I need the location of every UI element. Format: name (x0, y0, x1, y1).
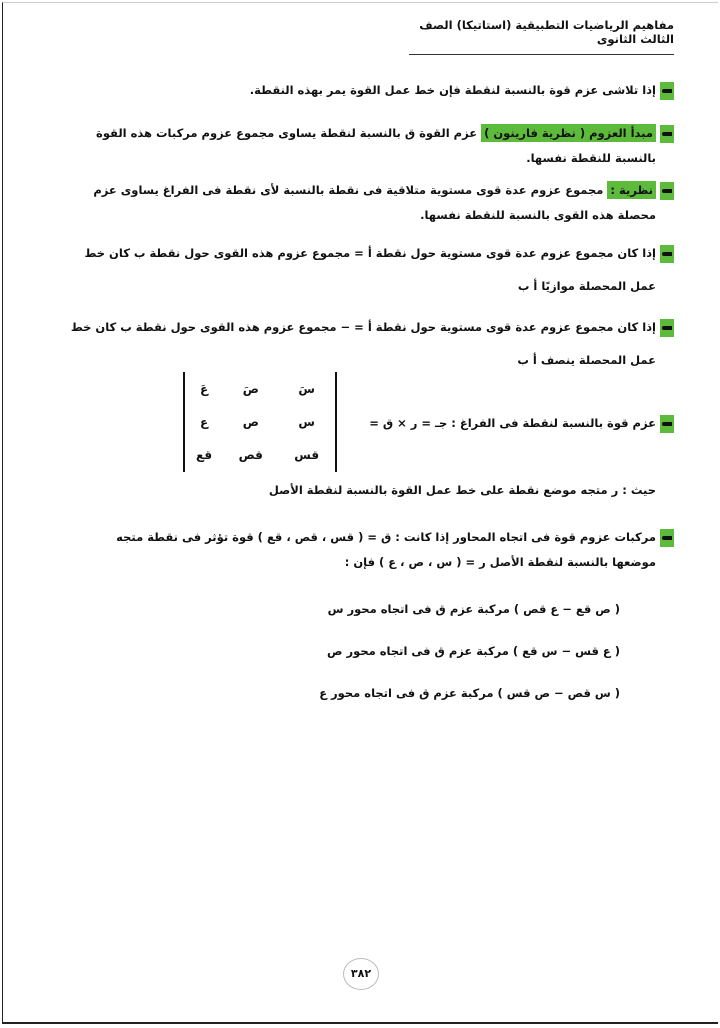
matrix-cell: قس (294, 448, 320, 463)
matrix-cell: ع (199, 414, 209, 429)
matrix-cell: عَ (199, 381, 209, 396)
pointing-hand-icon (660, 245, 674, 263)
note-3 (24, 175, 674, 225)
note-text: مركبات عزوم قوة فى اتجاه المحاور إذا كانت : ق = ( قس ، قص ، قع ) قوة تؤثر فى نقطة متجه (116, 530, 656, 544)
pointing-hand-icon (660, 319, 674, 337)
note-text: حيث : ر متجه موضع نقطة على خط عمل القوة بالنسبة لنقطة الأصل (268, 483, 656, 497)
pointing-hand-icon (660, 125, 674, 143)
pointing-hand-icon (660, 182, 674, 200)
determinant-matrix (183, 372, 337, 472)
component-z: ( س قص − ص قس ) مركبة عزم ق فى اتجاه محور ع (319, 686, 620, 700)
note-text: إذا تلاشى عزم قوة بالنسبة لنقطة فإن خط عمل القوة يمر بهذه النقطة. (249, 83, 656, 97)
pointing-hand-icon (660, 82, 674, 100)
note-6 (354, 408, 674, 438)
pointing-hand-icon (660, 529, 674, 547)
note-text: إذا كان مجموع عزوم عدة قوى مستوية حول نقطة أ = − مجموع عزوم هذه القوى حول نقطة ب كان خط (70, 320, 656, 334)
note-1 (34, 75, 674, 105)
matrix-cell: ص (242, 414, 259, 429)
highlight-label: مبدأ العزوم ( نظرية فارينون ) (481, 124, 656, 142)
note-text: عزم قوة بالنسبة لنقطة فى الفراغ : جـ = ر × ق = (369, 416, 656, 430)
pointing-hand-icon (660, 415, 674, 433)
note-text-line2: بالنسبة للنقطة نفسها. (526, 151, 656, 165)
matrix-cell: قع (196, 448, 213, 463)
page-header: مفاهيم الرياضيات التطبيقية (استاتيكا) الصف الثالث الثانوى (409, 18, 674, 55)
matrix-cell: سَ (298, 381, 315, 396)
note-text-line2: عمل المحصلة ينصف أ ب (517, 353, 656, 367)
note-2 (24, 118, 674, 168)
note-text-line2: موضعها بالنسبة لنقطة الأصل ر = ( س ، ص ، ع ) فإن : (344, 555, 656, 569)
note-7 (24, 522, 674, 572)
note-text: مجموع عزوم عدة قوى مستوية متلاقية فى نقطة بالنسبة لأى نقطة فى الفراغ يساوى عزم (93, 183, 608, 197)
component-y: ( ع قس − س قع ) مركبة عزم ق فى اتجاه محور ص (327, 644, 620, 658)
note-text-line2: محصلة هذه القوى بالنسبة للنقطة نفسها. (420, 208, 656, 222)
note-text-line2: عمل المحصلة موازيًا أ ب (517, 279, 656, 293)
matrix-cell: صَ (242, 381, 259, 396)
page-number: ٣٨٢ (343, 958, 379, 990)
note-text: عزم القوة ق بالنسبة لنقطة يساوى مجموع عزوم مركبات هذه القوة (96, 126, 482, 140)
note-where (156, 475, 656, 505)
component-x: ( ص قع − ع قص ) مركبة عزم ق فى اتجاه محور س (327, 602, 620, 616)
note-4 (14, 238, 674, 304)
note-text: إذا كان مجموع عزوم عدة قوى مستوية حول نقطة أ = مجموع عزوم هذه القوى حول نقطة ب كان خط (84, 246, 656, 260)
highlight-label: نظرية : (607, 181, 656, 199)
matrix-cell: قص (238, 448, 263, 463)
matrix-cell: س (298, 414, 315, 429)
note-5 (14, 312, 674, 378)
